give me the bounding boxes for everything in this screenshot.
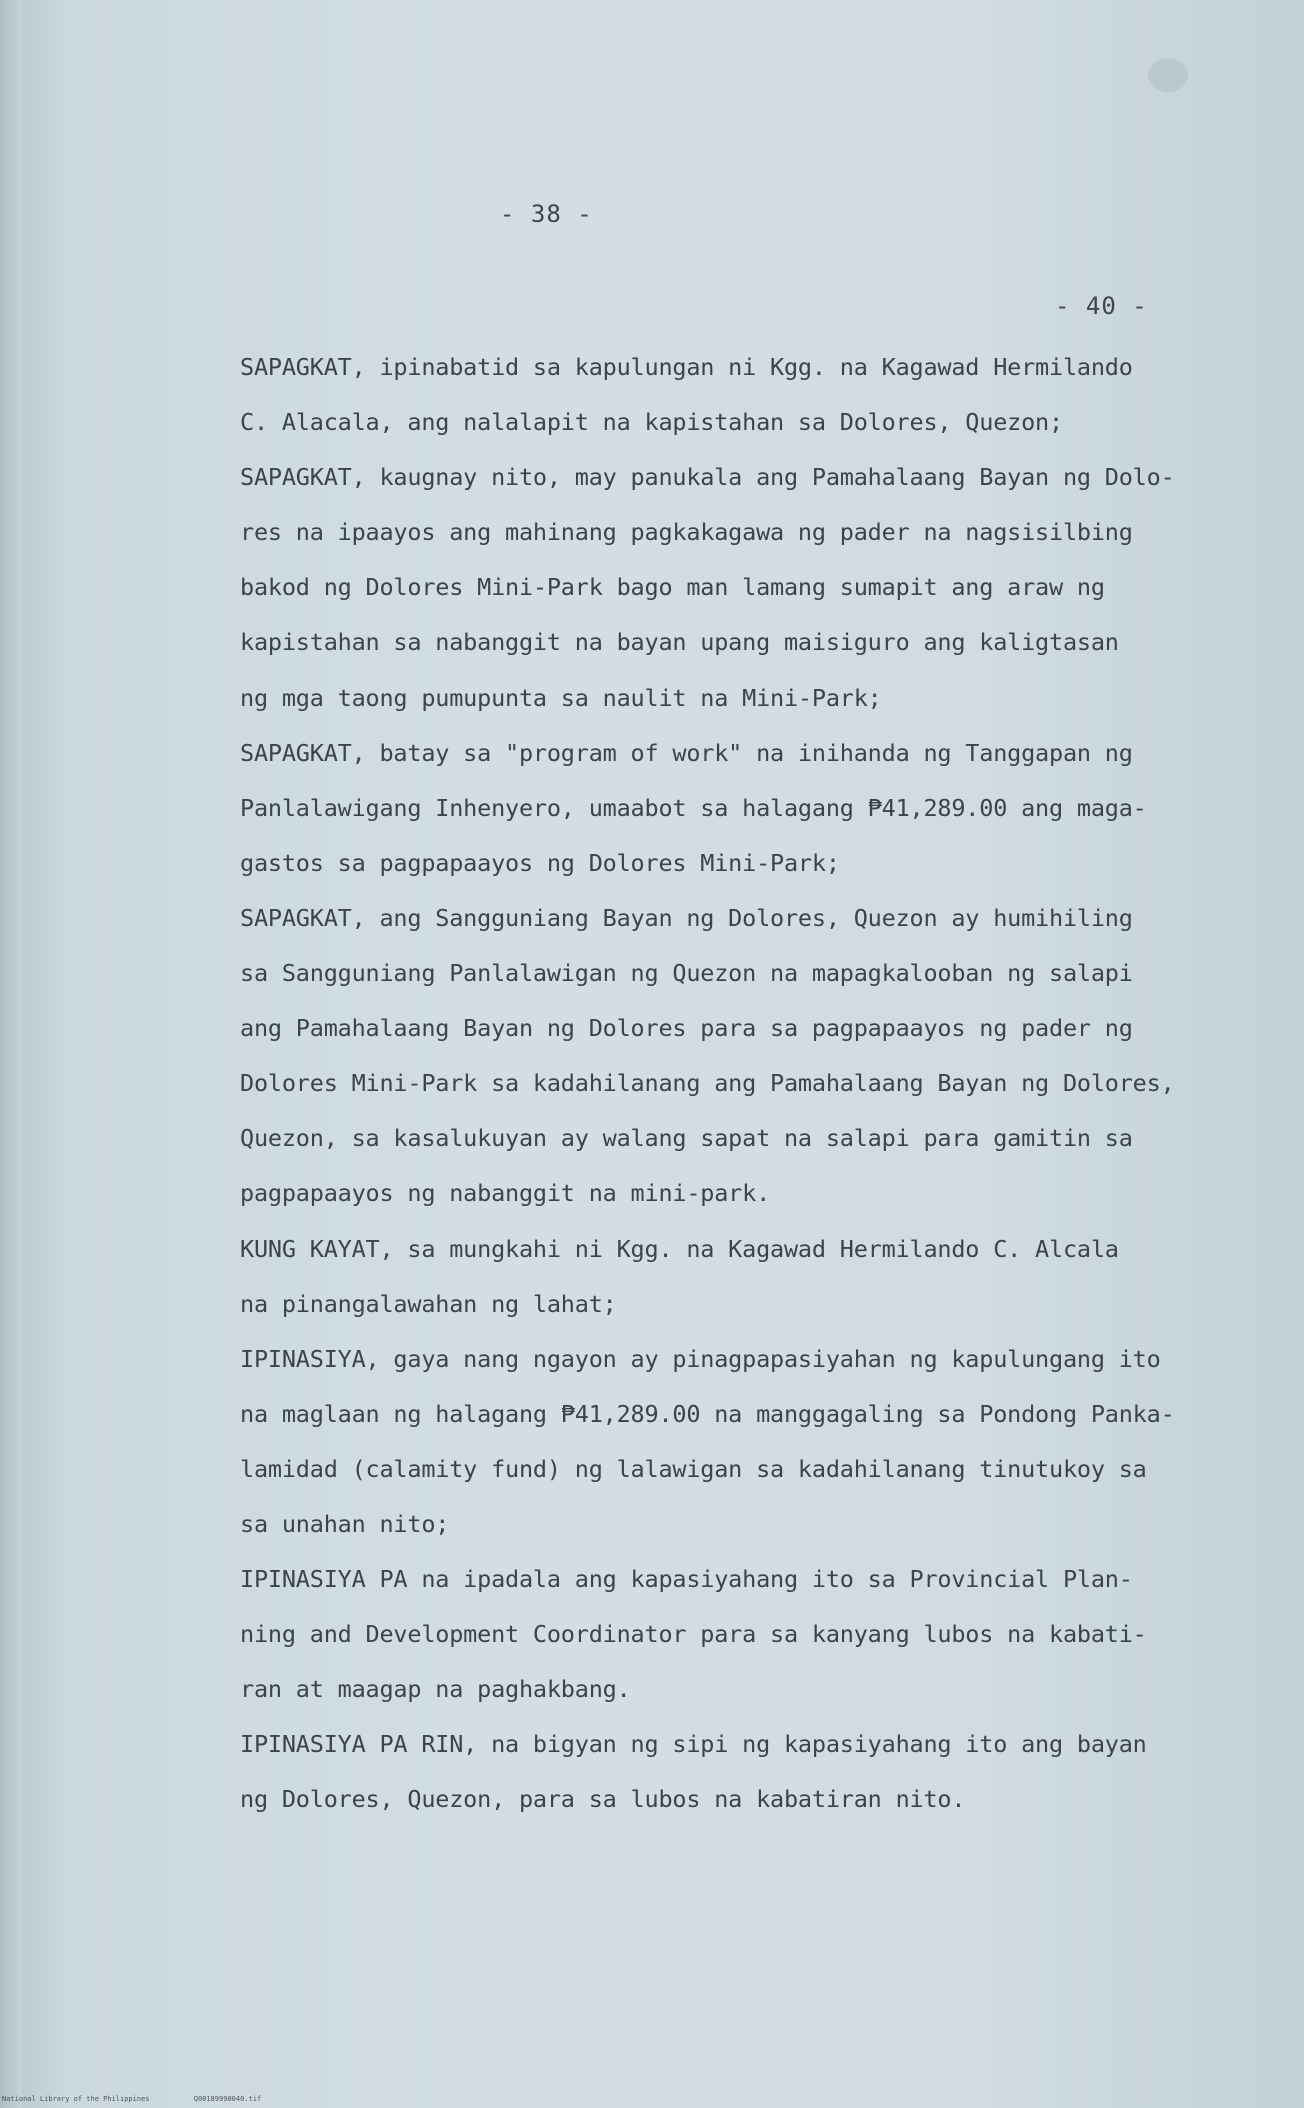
footer-filename: Q00189990040.tif bbox=[193, 2095, 262, 2103]
text-line: res na ipaayos ang mahinang pagkakagawa ng pader na nagsisilbing bbox=[240, 518, 1133, 547]
text-line: SAPAGKAT, ipinabatid sa kapulungan ni Kgg. na Kagawad Hermilando bbox=[240, 353, 1133, 381]
text-line: ran at maagap na paghakbang. bbox=[240, 1675, 631, 1704]
text-line: IPINASIYA PA RIN, na bigyan ng sipi ng kapasiyahang ito ang bayan bbox=[240, 1730, 1147, 1759]
text-line: na pinangalawahan ng lahat; bbox=[240, 1289, 617, 1318]
page-edge-shadow bbox=[0, 0, 22, 2108]
text-line: bakod ng Dolores Mini-Park bago man lamang sumapit ang araw ng bbox=[240, 573, 1105, 602]
page-number-top: - 38 - bbox=[500, 200, 593, 228]
text-line: Dolores Mini-Park sa kadahilanang ang Pamahalaang Bayan ng Dolores, bbox=[240, 1069, 1175, 1098]
resolution-body bbox=[240, 340, 1175, 1828]
text-line: na maglaan ng halagang ₱41,289.00 na manggagaling sa Pondong Panka- bbox=[240, 1399, 1175, 1428]
scan-footer bbox=[2, 2095, 301, 2103]
footer-source: National Library of the Philippines bbox=[2, 2095, 150, 2103]
text-line: gastos sa pagpapaayos ng Dolores Mini-Park; bbox=[240, 848, 840, 877]
text-line: C. Alacala, ang nalalapit na kapistahan sa Dolores, Quezon; bbox=[240, 408, 1063, 437]
text-line: IPINASIYA PA na ipadala ang kapasiyahang ito sa Provincial Plan- bbox=[240, 1565, 1133, 1594]
text-line: pagpapaayos ng nabanggit na mini-park. bbox=[240, 1179, 771, 1208]
text-line: ang Pamahalaang Bayan ng Dolores para sa pagpapaayos ng pader ng bbox=[240, 1014, 1133, 1043]
text-line: ng mga taong pumupunta sa naulit na Mini-Park; bbox=[240, 683, 882, 712]
page-number-secondary: - 40 - bbox=[1055, 292, 1148, 320]
text-line: ng Dolores, Quezon, para sa lubos na kabatiran nito. bbox=[240, 1785, 966, 1814]
text-line: sa unahan nito; bbox=[240, 1509, 450, 1538]
text-line: SAPAGKAT, ang Sangguniang Bayan ng Dolores, Quezon ay humihiling bbox=[240, 903, 1133, 932]
text-line: Panlalawigang Inhenyero, umaabot sa halagang ₱41,289.00 ang maga- bbox=[240, 793, 1147, 822]
text-line: Quezon, sa kasalukuyan ay walang sapat na salapi para gamitin sa bbox=[240, 1124, 1133, 1153]
text-line: kapistahan sa nabanggit na bayan upang maisiguro ang kaligtasan bbox=[240, 628, 1119, 657]
text-line: KUNG KAYAT, sa mungkahi ni Kgg. na Kagawad Hermilando C. Alcala bbox=[240, 1234, 1119, 1263]
faint-stamp-mark bbox=[1148, 58, 1188, 92]
text-line: sa Sangguniang Panlalawigan ng Quezon na mapagkalooban ng salapi bbox=[240, 959, 1133, 988]
text-line: SAPAGKAT, batay sa "program of work" na inihanda ng Tanggapan ng bbox=[240, 738, 1133, 767]
text-line: SAPAGKAT, kaugnay nito, may panukala ang Pamahalaang Bayan ng Dolo- bbox=[240, 463, 1175, 492]
text-line: lamidad (calamity fund) ng lalawigan sa kadahilanang tinutukoy sa bbox=[240, 1454, 1147, 1483]
text-line: ning and Development Coordinator para sa kanyang lubos na kabati- bbox=[240, 1620, 1147, 1649]
text-line: IPINASIYA, gaya nang ngayon ay pinagpapasiyahan ng kapulungang ito bbox=[240, 1344, 1161, 1373]
